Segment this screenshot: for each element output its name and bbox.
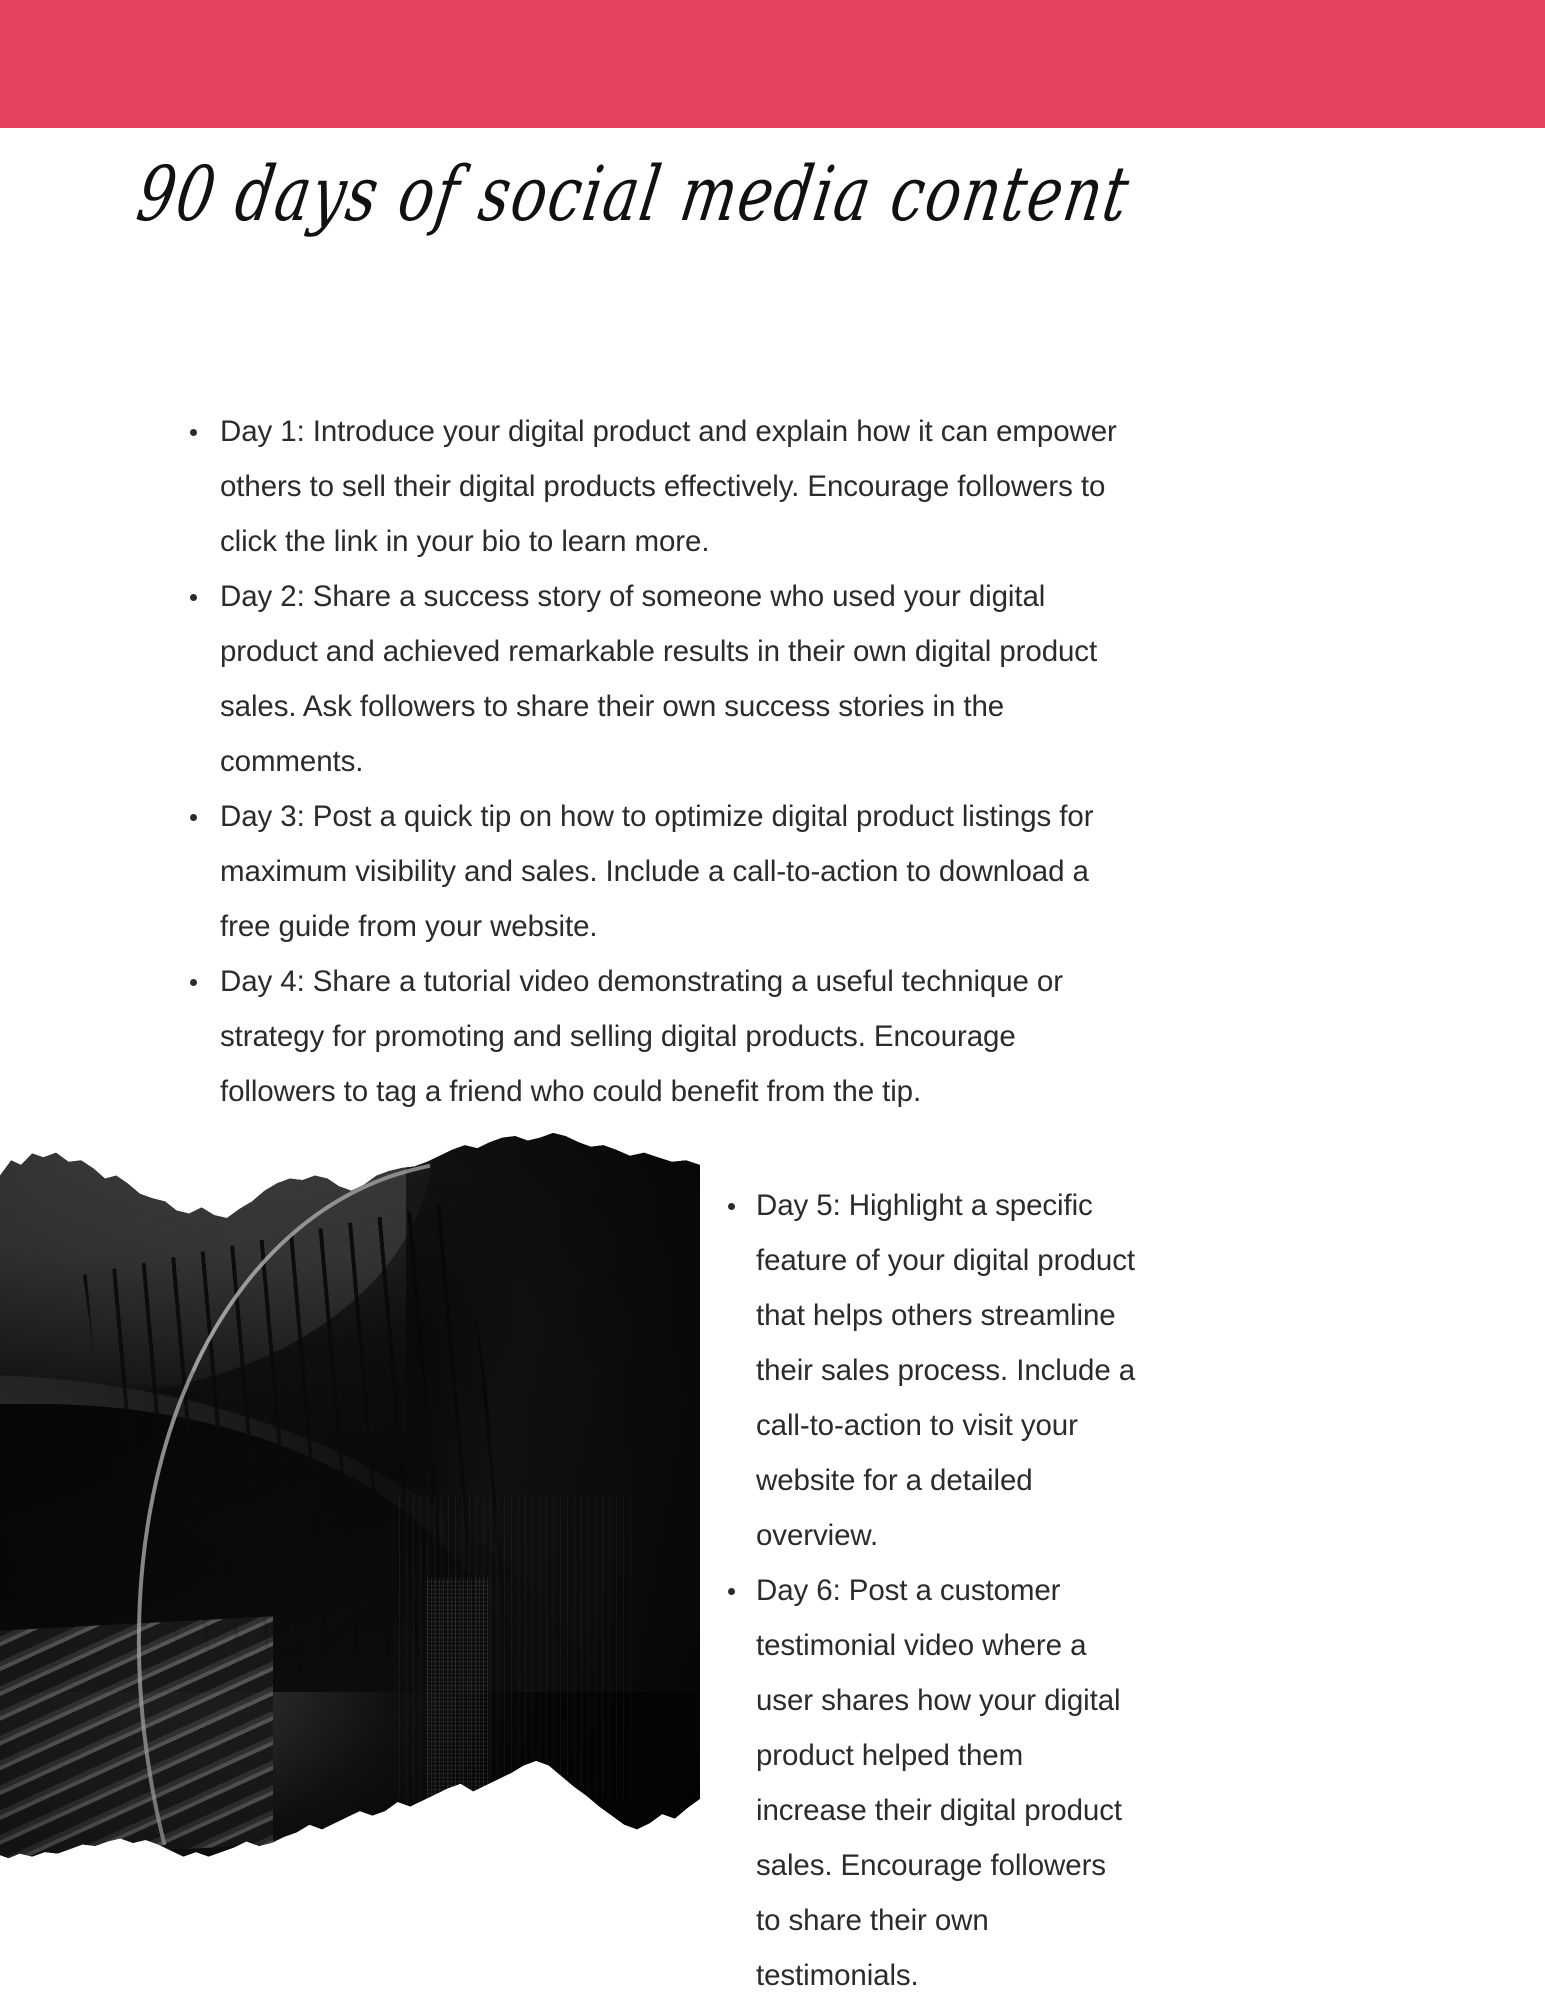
photo-layer-vignette [0,1130,700,1890]
list-item: Day 5: Highlight a specific feature of your digital product that helps others streamline their sales process. Include a call-to-action to visit your website for a detailed overview. [718,1178,1138,1563]
list-item: Day 3: Post a quick tip on how to optimize digital product listings for maximum visibility and sales. Include a call-to-action to download a free guide from your website. [180,789,1120,954]
list-item: Day 1: Introduce your digital product and explain how it can empower others to sell their digital products effectively. Encourage followers to click the link in your bio to learn more. [180,404,1120,569]
list-item: Day 4: Share a tutorial video demonstrating a useful technique or strategy for promoting and selling digital products. Encourage followers to tag a friend who could benefit from the tip. [180,954,1120,1119]
main-bullet-list [180,404,1120,1119]
list-item: Day 2: Share a success story of someone who used your digital product and achieved remarkable results in their own digital product sales. Ask followers to share their own success stories in the comments. [180,569,1120,789]
side-bullet-list [718,1178,1138,2000]
staircase-photo [0,1130,700,1890]
torn-paper-photo-frame [0,1130,700,1890]
header-accent-band [0,0,1545,128]
page-title: 90 days of social media content [131,149,1137,239]
list-item: Day 6: Post a customer testimonial video where a user shares how your digital product helped them increase their digital product sales. Encourage followers to share their own testimonials. [718,1563,1138,2000]
